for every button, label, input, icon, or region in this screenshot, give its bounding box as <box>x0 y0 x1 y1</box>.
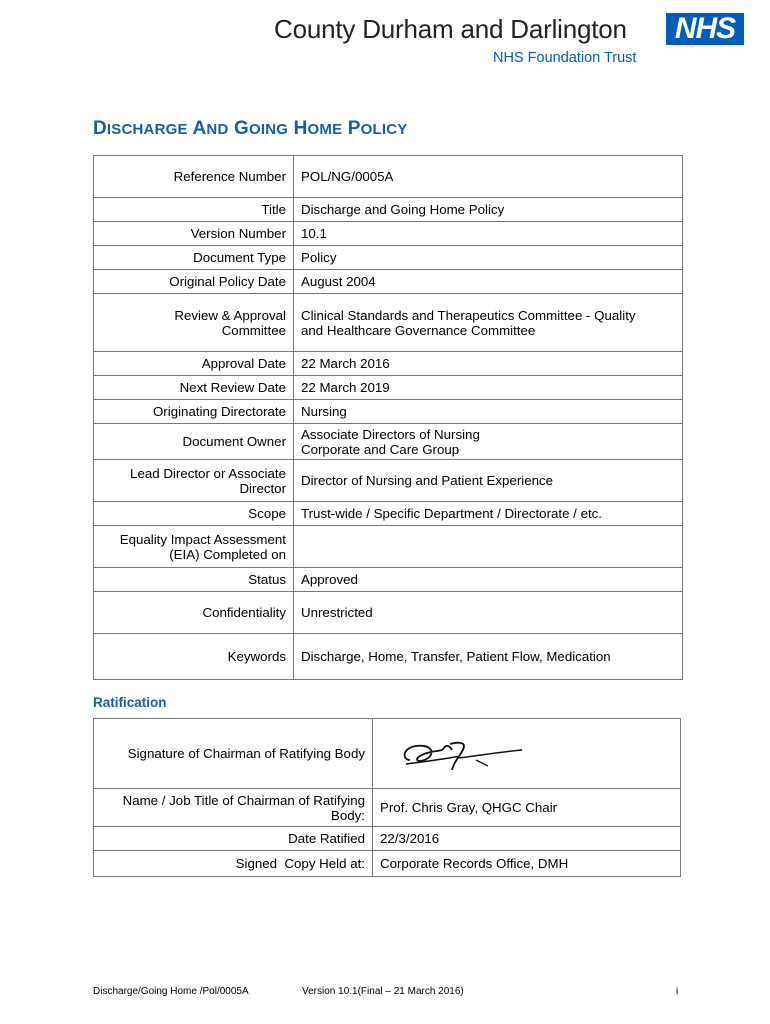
table-row <box>94 502 683 526</box>
row-value: Approved <box>294 568 683 592</box>
row-label: Signed Copy Held at: <box>94 851 373 877</box>
row-label <box>94 460 294 502</box>
row-label-line: Committee <box>221 322 286 338</box>
row-value <box>294 424 683 460</box>
ratification-heading: Ratification <box>93 695 167 710</box>
row-value-line: Corporate and Care Group <box>301 441 460 457</box>
row-value-line: and Healthcare Governance Committee <box>301 322 536 338</box>
footer-document-ref: Discharge/Going Home /Pol/0005A <box>93 986 249 997</box>
row-label: Originating Directorate <box>94 400 294 424</box>
row-label-line: Equality Impact Assessment <box>119 531 286 547</box>
row-label: Reference Number <box>94 156 294 198</box>
row-value-line: Associate Directors of Nursing <box>301 426 480 442</box>
row-label: Document Type <box>94 246 294 270</box>
table-row <box>94 424 683 460</box>
row-value: Discharge, Home, Transfer, Patient Flow, Medication <box>294 634 683 680</box>
row-label: Version Number <box>94 222 294 246</box>
row-value <box>294 294 683 352</box>
row-label: Next Review Date <box>94 376 294 400</box>
row-label-line: Review & Approval <box>174 307 286 323</box>
row-label-line: Name / Job Title of Chairman of Ratifying <box>122 792 365 808</box>
row-value: Discharge and Going Home Policy <box>294 198 683 222</box>
table-row <box>94 789 681 827</box>
document-title <box>93 118 407 140</box>
row-label: Status <box>94 568 294 592</box>
signature-image <box>380 730 530 774</box>
row-value: Prof. Chris Gray, QHGC Chair <box>373 789 681 827</box>
table-row <box>94 460 683 502</box>
document-title-text: DISCHARGE AND GOING HOME POLICY <box>93 118 408 139</box>
table-row <box>94 198 683 222</box>
table-row <box>94 634 683 680</box>
row-value: 22 March 2016 <box>294 352 683 376</box>
table-row <box>94 719 681 789</box>
table-row <box>94 270 683 294</box>
footer-version: Version 10.1(Final – 21 March 2016) <box>302 986 464 997</box>
row-value: 22 March 2019 <box>294 376 683 400</box>
row-label <box>94 294 294 352</box>
table-row <box>94 526 683 568</box>
signature-cell <box>373 719 681 789</box>
row-value: August 2004 <box>294 270 683 294</box>
row-value: Corporate Records Office, DMH <box>373 851 681 877</box>
row-label: Confidentiality <box>94 592 294 634</box>
row-label: Keywords <box>94 634 294 680</box>
table-row <box>94 851 681 877</box>
table-row <box>94 294 683 352</box>
row-label-line: (EIA) Completed on <box>169 546 286 562</box>
row-label: Document Owner <box>94 424 294 460</box>
row-label: Signature of Chairman of Ratifying Body <box>94 719 373 789</box>
row-label: Date Ratified <box>94 827 373 851</box>
org-name: County Durham and Darlington <box>274 14 627 44</box>
table-row <box>94 352 683 376</box>
table-row <box>94 592 683 634</box>
row-value: 10.1 <box>294 222 683 246</box>
row-value: POL/NG/0005A <box>294 156 683 198</box>
table-row <box>94 400 683 424</box>
table-row <box>94 376 683 400</box>
nhs-logo: NHS <box>666 13 744 45</box>
table-row <box>94 156 683 198</box>
row-label <box>94 789 373 827</box>
row-value: Unrestricted <box>294 592 683 634</box>
table-row <box>94 568 683 592</box>
row-label: Original Policy Date <box>94 270 294 294</box>
row-value: 22/3/2016 <box>373 827 681 851</box>
row-value: Director of Nursing and Patient Experience <box>294 460 683 502</box>
row-value-line: Clinical Standards and Therapeutics Committee - Quality <box>301 307 636 323</box>
table-row <box>94 246 683 270</box>
ratification-table <box>93 718 681 877</box>
row-label-line: Lead Director or Associate <box>130 465 286 481</box>
row-label-line: Body: <box>330 807 365 823</box>
row-value: Policy <box>294 246 683 270</box>
row-label: Title <box>94 198 294 222</box>
table-row <box>94 827 681 851</box>
row-value: Nursing <box>294 400 683 424</box>
row-value <box>294 526 683 568</box>
row-label <box>94 526 294 568</box>
row-label-line: Director <box>239 480 286 496</box>
footer-page-number: i <box>676 986 679 997</box>
policy-details-table <box>93 155 683 680</box>
row-label: Approval Date <box>94 352 294 376</box>
table-row <box>94 222 683 246</box>
row-value: Trust-wide / Specific Department / Directorate / etc. <box>294 502 683 526</box>
org-subtitle: NHS Foundation Trust <box>493 50 637 66</box>
row-label: Scope <box>94 502 294 526</box>
